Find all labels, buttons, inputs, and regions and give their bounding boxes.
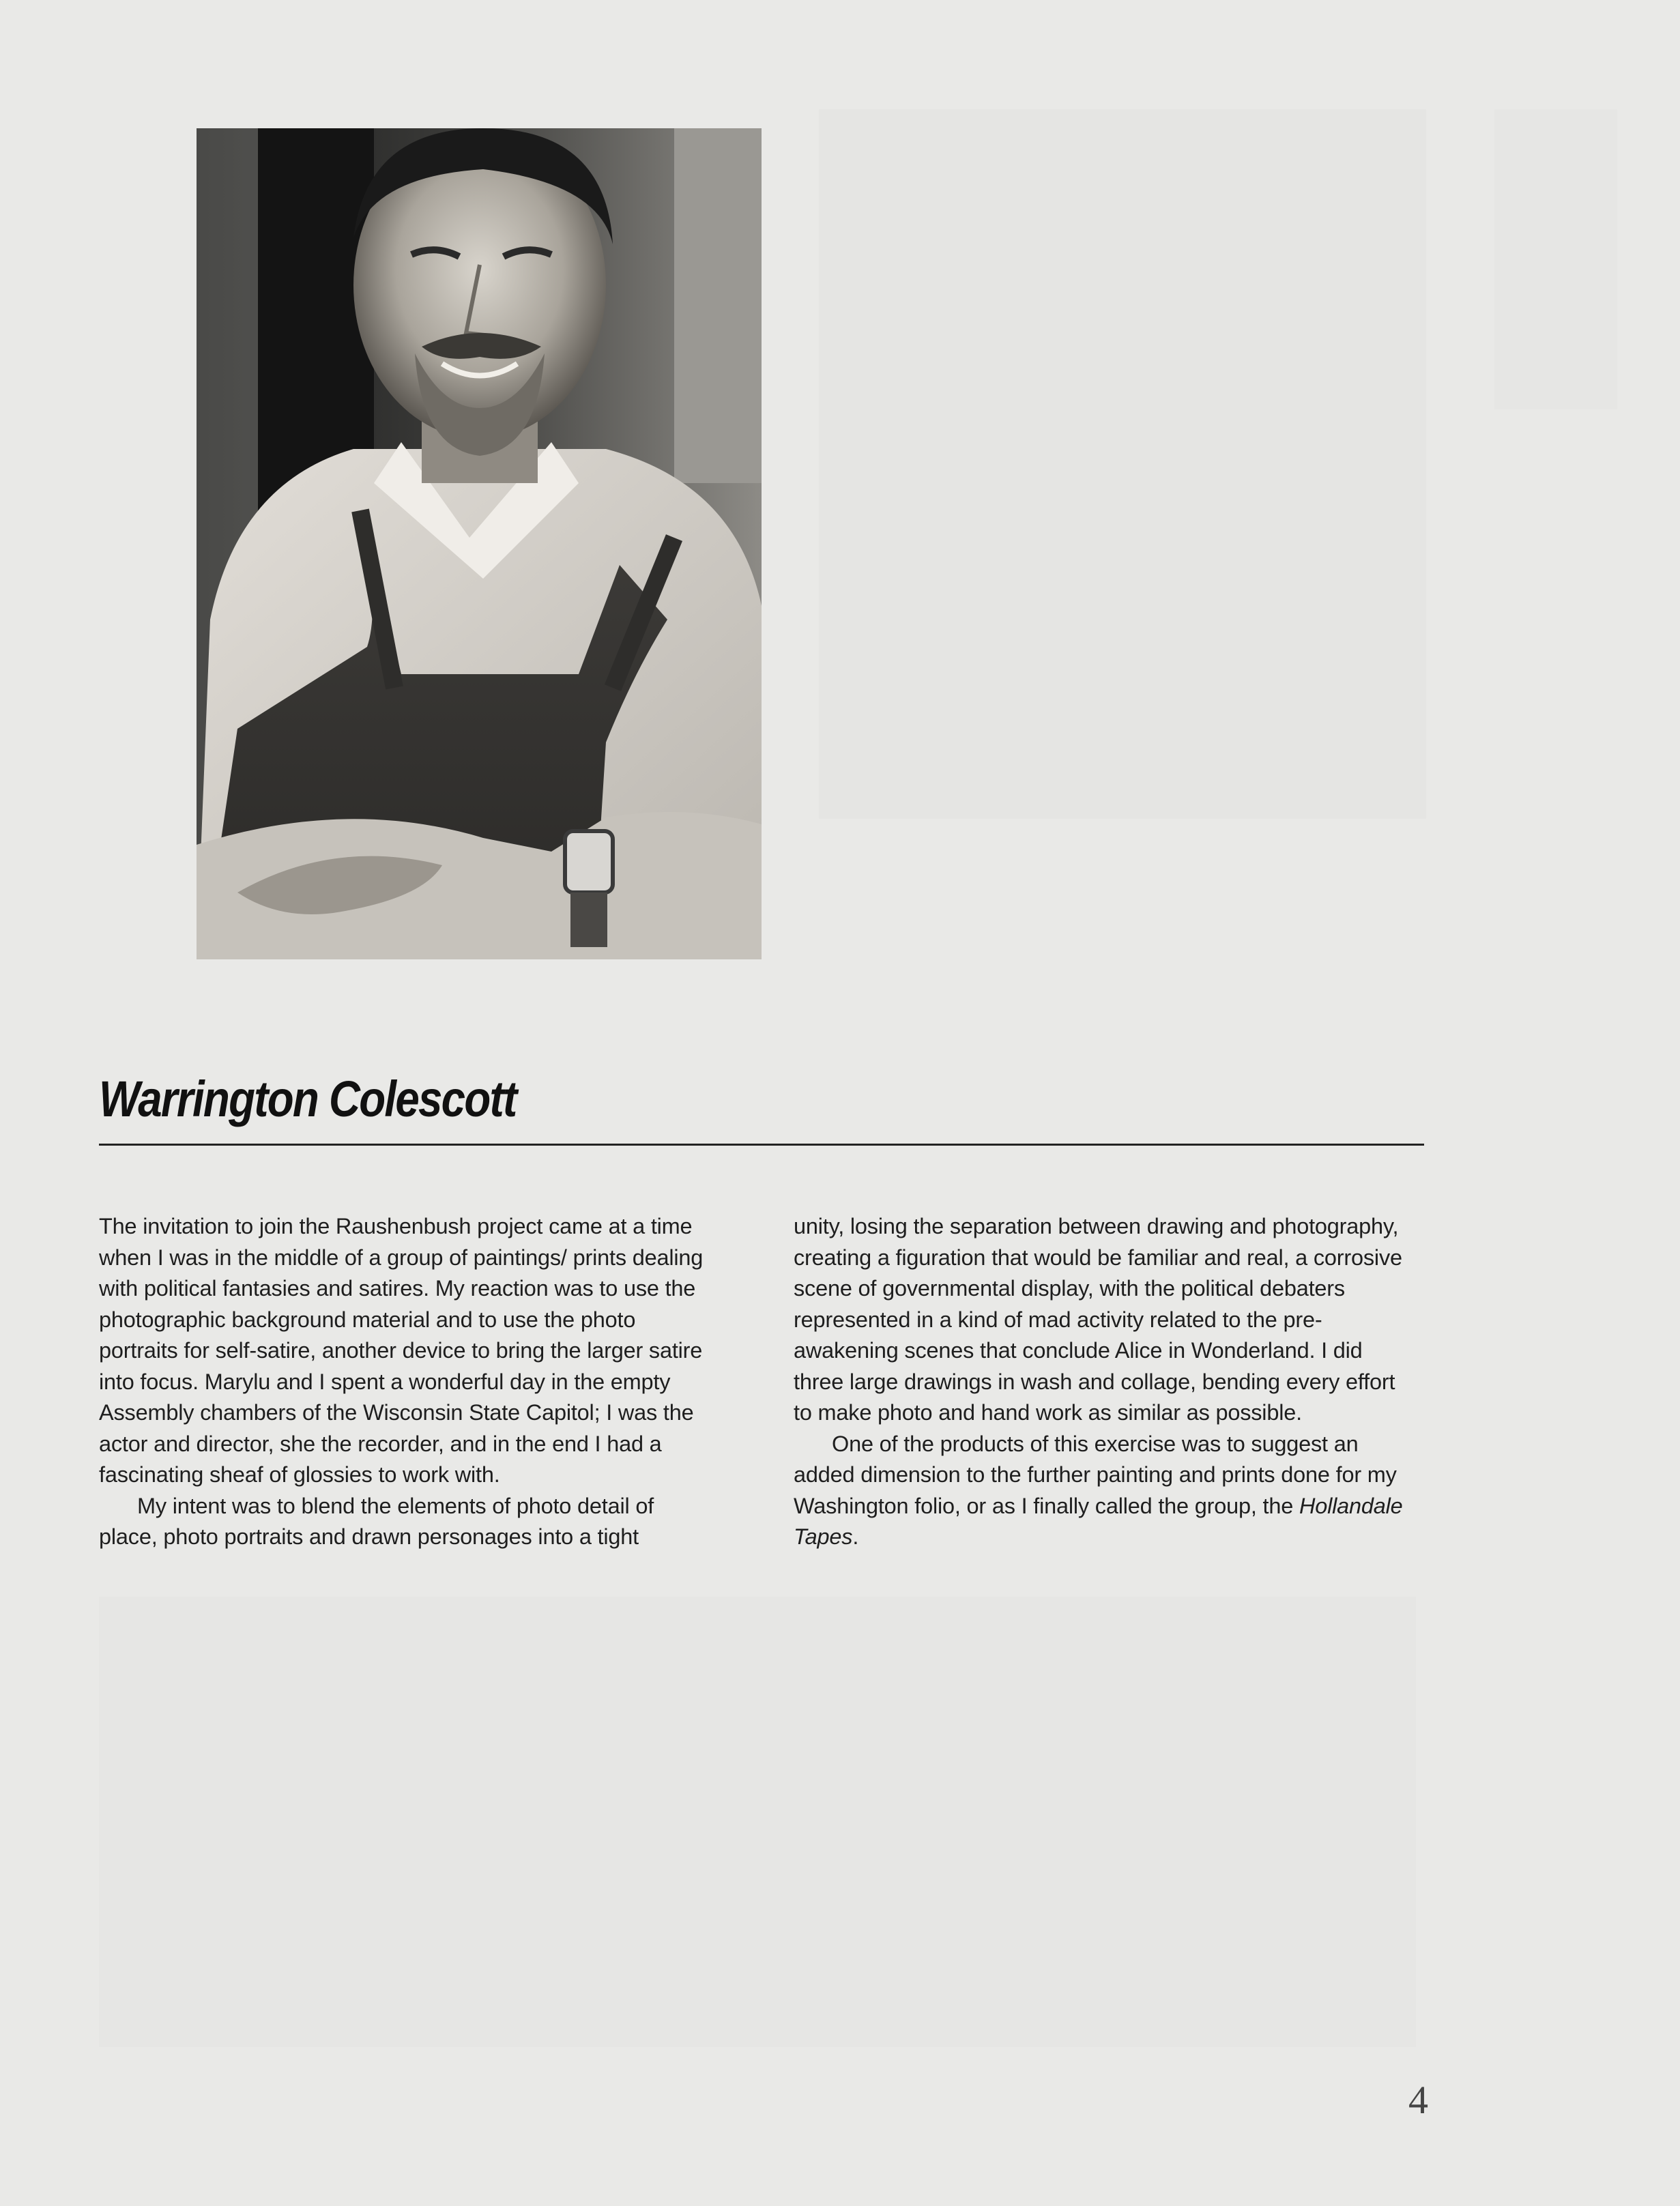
- portrait-photo: [197, 128, 762, 959]
- paragraph: unity, losing the separation between drawing and photography, creating a figuration that would be familiar and real, a corrosive scene of governmental display, with the political debaters represented in a kind of mad activity related to the pre-awakening scenes that conclude Alice in Wonderland. I did three large drawings in wash and collage, bending every effort to make photo and hand work as similar as possible.: [794, 1214, 1402, 1425]
- paragraph-text: One of the products of this exercise was to suggest an added dimension to the further painting and prints done for my Washington folio, or as I finally called the group, the: [794, 1431, 1397, 1518]
- title-divider: [99, 1144, 1424, 1146]
- paragraph-text-end: .: [852, 1524, 859, 1549]
- show-through-block: [1494, 109, 1617, 409]
- show-through-block: [99, 1597, 1416, 2047]
- portrait-illustration: [197, 128, 762, 959]
- page-number: 4: [1408, 2078, 1428, 2122]
- paragraph: My intent was to blend the elements of photo detail of place, photo portraits and drawn personages into a tight: [99, 1493, 654, 1549]
- left-text-column: [99, 1211, 713, 1553]
- article-title: Warrington Colescott: [99, 1071, 517, 1127]
- paragraph: [794, 1429, 1418, 1553]
- work-title: Hollandale Tapes: [794, 1493, 1403, 1549]
- paragraph: The invitation to join the Raushenbush project came at a time when I was in the middle of a group of paintings/ prints dealing with political fantasies and satires. My reaction was to use the photographic background material and to use the photo portraits for self-satire, another device to bring the larger satire into focus. Marylu and I spent a wonderful day in the empty Assembly chambers of the Wisconsin State Capitol; I was the actor and director, she the recorder, and in the end I had a fascinating sheaf of glossies to work with.: [99, 1214, 704, 1487]
- right-text-column: [794, 1211, 1418, 1553]
- show-through-block: [819, 109, 1426, 819]
